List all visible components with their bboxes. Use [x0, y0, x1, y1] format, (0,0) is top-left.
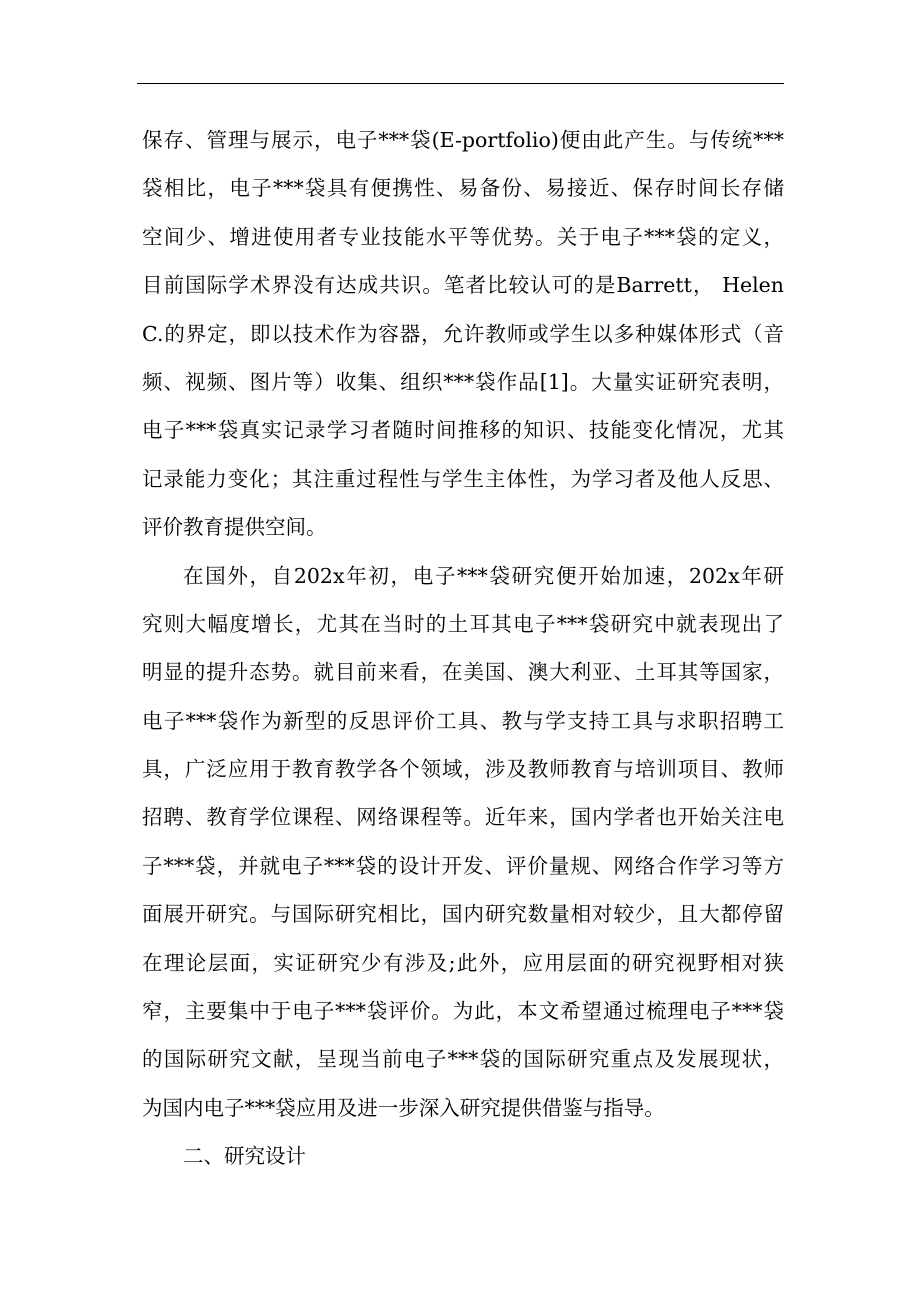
section-heading: 二、研究设计 [183, 1144, 306, 1169]
text-line: 究则大幅度增长，尤其在当时的土耳其电子***袋研究中就表现出了 [142, 611, 784, 636]
text-line: 在国外，自202x年初，电子***袋研究便开始加速，202x年研 [183, 563, 784, 588]
paragraph-intro [142, 116, 784, 552]
text-line: 频、视频、图片等）收集、组织***袋作品[1]。大量实证研究表明， [142, 369, 784, 394]
text-line: 记录能力变化；其注重过程性与学生主体性，为学习者及他人反思、 [142, 466, 784, 491]
text-line: 窄，主要集中于电子***袋评价。为此，本文希望通过梳理电子***袋 [142, 999, 784, 1024]
text-line: 袋相比，电子***袋具有便携性、易备份、易接近、保存时间长存储 [142, 176, 784, 201]
header-rule [137, 83, 784, 84]
document-body [142, 116, 784, 1181]
text-line: 具，广泛应用于教育教学各个领域，涉及教师教育与培训项目、教师 [142, 757, 784, 782]
text-line: 的国际研究文献，呈现当前电子***袋的国际研究重点及发展现状， [142, 1047, 784, 1072]
text-line: 面展开研究。与国际研究相比，国内研究数量相对较少，且大都停留 [142, 902, 784, 927]
text-line: 电子***袋真实记录学习者随时间推移的知识、技能变化情况，尤其 [142, 418, 784, 443]
text-line: 在理论层面，实证研究少有涉及;此外，应用层面的研究视野相对狭 [142, 950, 784, 975]
text-line: 保存、管理与展示，电子***袋(E-portfolio)便由此产生。与传统*** [142, 128, 784, 152]
text-line: 目前国际学术界没有达成共识。笔者比较认可的是Barrett， Helen [142, 273, 784, 298]
text-line: C.的界定，即以技术作为容器，允许教师或学生以多种媒体形式（音 [142, 321, 784, 346]
paragraph-international-research [142, 552, 784, 1133]
text-line: 子***袋，并就电子***袋的设计开发、评价量规、网络合作学习等方 [142, 853, 784, 878]
text-line: 为国内电子***袋应用及进一步深入研究提供借鉴与指导。 [142, 1095, 665, 1120]
text-line: 招聘、教育学位课程、网络课程等。近年来，国内学者也开始关注电 [142, 805, 784, 830]
text-line: 明显的提升态势。就目前来看，在美国、澳大利亚、土耳其等国家， [142, 660, 784, 685]
text-line: 评价教育提供空间。 [142, 515, 327, 540]
text-line: 电子***袋作为新型的反思评价工具、教与学支持工具与求职招聘工 [142, 708, 784, 733]
text-line: 空间少、增进使用者专业技能水平等优势。关于电子***袋的定义， [142, 224, 784, 249]
